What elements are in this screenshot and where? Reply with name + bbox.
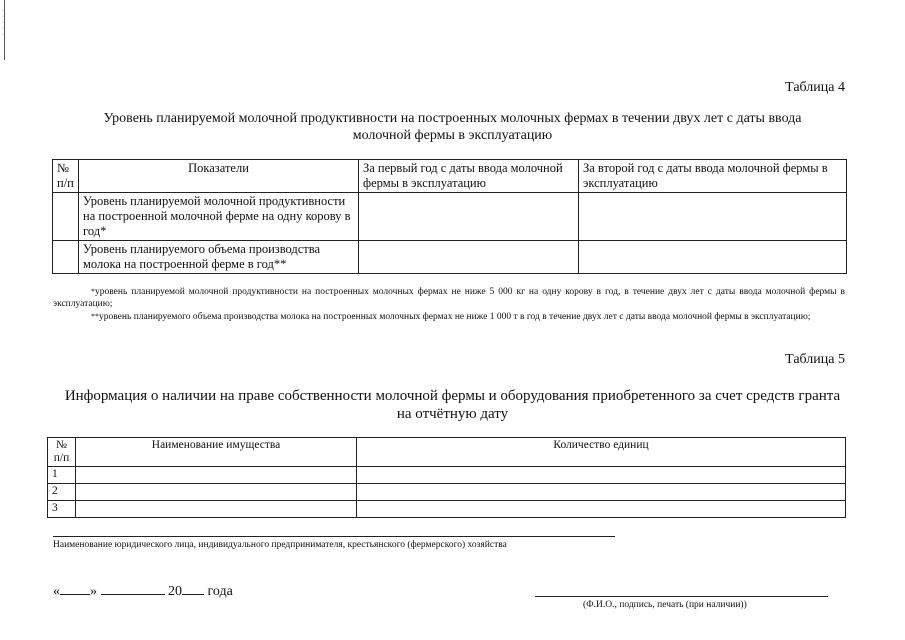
date-open-quote: « bbox=[53, 584, 60, 599]
date-day-blank bbox=[60, 582, 90, 595]
table5-row1-property bbox=[76, 467, 357, 484]
table-row bbox=[48, 501, 846, 518]
table-row bbox=[48, 484, 846, 501]
date-year-suffix: года bbox=[207, 584, 233, 599]
table4-footnote-2 bbox=[53, 311, 845, 323]
signer-caption: (Ф.И.О., подпись, печать (при наличии)) bbox=[583, 600, 747, 610]
table5-header-row bbox=[48, 438, 846, 467]
table5-row3-quantity bbox=[357, 501, 846, 518]
table5-title-line2: на отчётную дату bbox=[396, 406, 509, 422]
table4-row1-indicator: Уровень планируемой молочной продуктивности на построенной молочной ферме на одну корову в год* bbox=[79, 193, 359, 241]
table4-title-line1: Уровень планируемой молочной продуктивности на построенных молочных фермах в течении двух лет с даты ввода bbox=[103, 111, 802, 126]
table-row bbox=[48, 467, 846, 484]
table5-row2-num: 2 bbox=[48, 484, 76, 501]
table4-number: Таблица 4 bbox=[785, 80, 845, 95]
table5-row1-quantity bbox=[357, 467, 846, 484]
date-field bbox=[53, 582, 233, 600]
table4-title bbox=[40, 110, 865, 144]
table4-header-indicator: Показатели bbox=[79, 160, 359, 193]
table4-header-row bbox=[53, 160, 847, 193]
date-year-prefix: 20 bbox=[168, 584, 182, 599]
table5-title-line1: Информация о наличии на праве собственности молочной фермы и оборудования приобретенного за счет средств гранта bbox=[64, 388, 841, 404]
table4-row2-year2 bbox=[579, 241, 847, 274]
date-close-quote: » bbox=[90, 584, 97, 599]
footnote1-star: * bbox=[91, 287, 95, 296]
table5-row3-num: 3 bbox=[48, 501, 76, 518]
table4-row1-year2 bbox=[579, 193, 847, 241]
table5-header-num: № п/п bbox=[48, 438, 76, 467]
table5-header-property: Наименование имущества bbox=[76, 438, 357, 467]
table5-number: Таблица 5 bbox=[785, 352, 845, 367]
footnote1-text: уровень планируемой молочной продуктивности на построенных молочных фермах не ниже 5 000 кг на одну корову в год, в течение двух лет с даты ввода молочной фермы в эксплуатацию; bbox=[53, 287, 845, 309]
table4-header-year2: За второй год с даты ввода молочной фермы в эксплуатацию bbox=[579, 160, 847, 193]
entity-name-line bbox=[53, 536, 615, 537]
table4-footnote-1 bbox=[53, 286, 845, 310]
date-year-blank bbox=[182, 582, 204, 595]
table4-row2-indicator: Уровень планируемого объема производства молока на построенной ферме в год** bbox=[79, 241, 359, 274]
table4-row1-num bbox=[53, 193, 79, 241]
signature-line bbox=[535, 596, 828, 597]
table4 bbox=[52, 159, 847, 274]
entity-name-caption: Наименование юридического лица, индивидуального предпринимателя, крестьянского (фермерского) хозяйства bbox=[53, 540, 507, 550]
table5-title bbox=[40, 387, 865, 423]
table5-row2-property bbox=[76, 484, 357, 501]
table4-header-year1: За первый год с даты ввода молочной фермы в эксплуатацию bbox=[359, 160, 579, 193]
table5 bbox=[47, 437, 846, 518]
table4-title-line2: молочной фермы в эксплуатацию bbox=[352, 128, 553, 143]
footnote2-text: уровень планируемого объема производства молока на построенных молочных фермах не ниже 1 000 т в год в течение двух лет с даты ввода молочной фермы в эксплуатацию; bbox=[99, 312, 811, 322]
table4-row2-year1 bbox=[359, 241, 579, 274]
scan-edge-marks: · · · · · bbox=[2, 8, 4, 38]
date-month-blank bbox=[101, 582, 165, 595]
table4-row1-year1 bbox=[359, 193, 579, 241]
table4-row2-num bbox=[53, 241, 79, 274]
table-row bbox=[53, 241, 847, 274]
table5-row3-property bbox=[76, 501, 357, 518]
footnote2-star: ** bbox=[91, 312, 99, 321]
table5-header-quantity: Количество единиц bbox=[357, 438, 846, 467]
table5-row1-num: 1 bbox=[48, 467, 76, 484]
table5-row2-quantity bbox=[357, 484, 846, 501]
table4-header-num: № п/п bbox=[53, 160, 79, 193]
table-row bbox=[53, 193, 847, 241]
